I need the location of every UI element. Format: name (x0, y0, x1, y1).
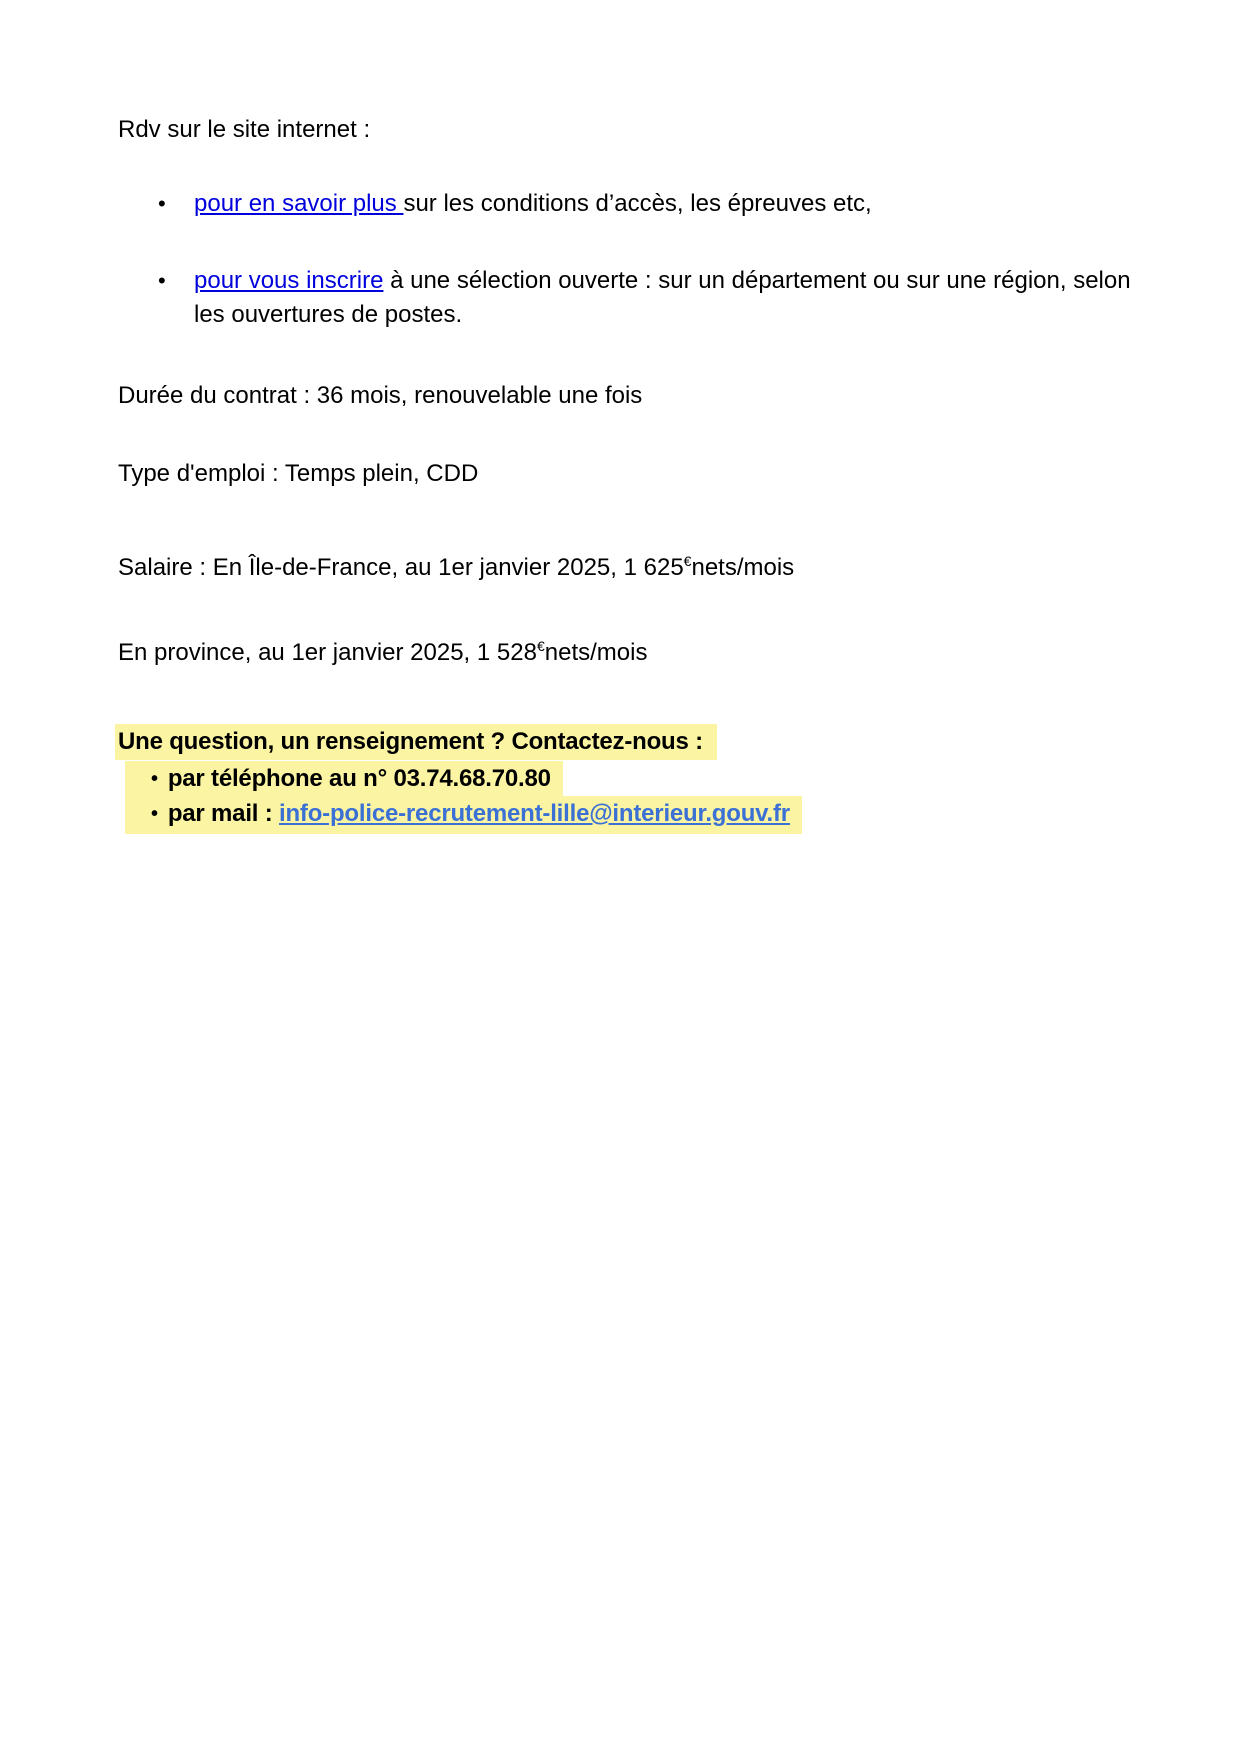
email-link[interactable]: info-police-recrutement-lille@interieur.gouv.fr (278, 800, 790, 827)
contact-phone-text: par téléphone au n° 03.74.68.70.80 (167, 765, 551, 792)
salary-province-line (118, 636, 647, 670)
link-pour-vous-inscrire[interactable]: pour vous inscrire (194, 267, 384, 294)
contract-duration-line: Durée du contrat : 36 mois, renouvelable une fois (118, 382, 643, 409)
link-pour-en-savoir-plus[interactable]: pour en savoir plus (194, 190, 404, 217)
bullet-item-text: sur les conditions d’accès, les épreuves etc, (403, 190, 872, 217)
euro-superscript: € (683, 553, 692, 569)
intro-line: Rdv sur le site internet : (118, 116, 371, 143)
bullet-item-inscription (194, 264, 1142, 332)
contact-phone-line (125, 761, 563, 799)
bullet-item-text: à une sélection ouverte : sur un département ou sur une région, selon les ouvertures de postes. (194, 267, 1131, 328)
salary-province-suffix: nets/mois (544, 639, 648, 666)
contact-heading: Une question, un renseignement ? Contactez-nous : (115, 724, 717, 760)
bullet-icon: • (151, 768, 158, 790)
salary-idf-suffix: nets/mois (691, 554, 795, 581)
salary-province-text: En province, au 1er janvier 2025, 1 528 (118, 639, 537, 666)
employment-type-line: Type d'emploi : Temps plein, CDD (118, 460, 479, 487)
contact-mail-label: par mail : (167, 800, 279, 827)
contact-mail-line (125, 796, 802, 834)
bullet-icon: • (151, 803, 158, 825)
salary-idf-line (118, 551, 794, 585)
bullet-icon: • (158, 191, 166, 216)
bullet-item-savoir-plus (194, 187, 1142, 221)
euro-superscript: € (536, 638, 545, 654)
contact-heading-line (115, 724, 717, 760)
bullet-icon: • (158, 268, 166, 293)
salary-idf-text: Salaire : En Île-de-France, au 1er janvier 2025, 1 625 (118, 554, 684, 581)
